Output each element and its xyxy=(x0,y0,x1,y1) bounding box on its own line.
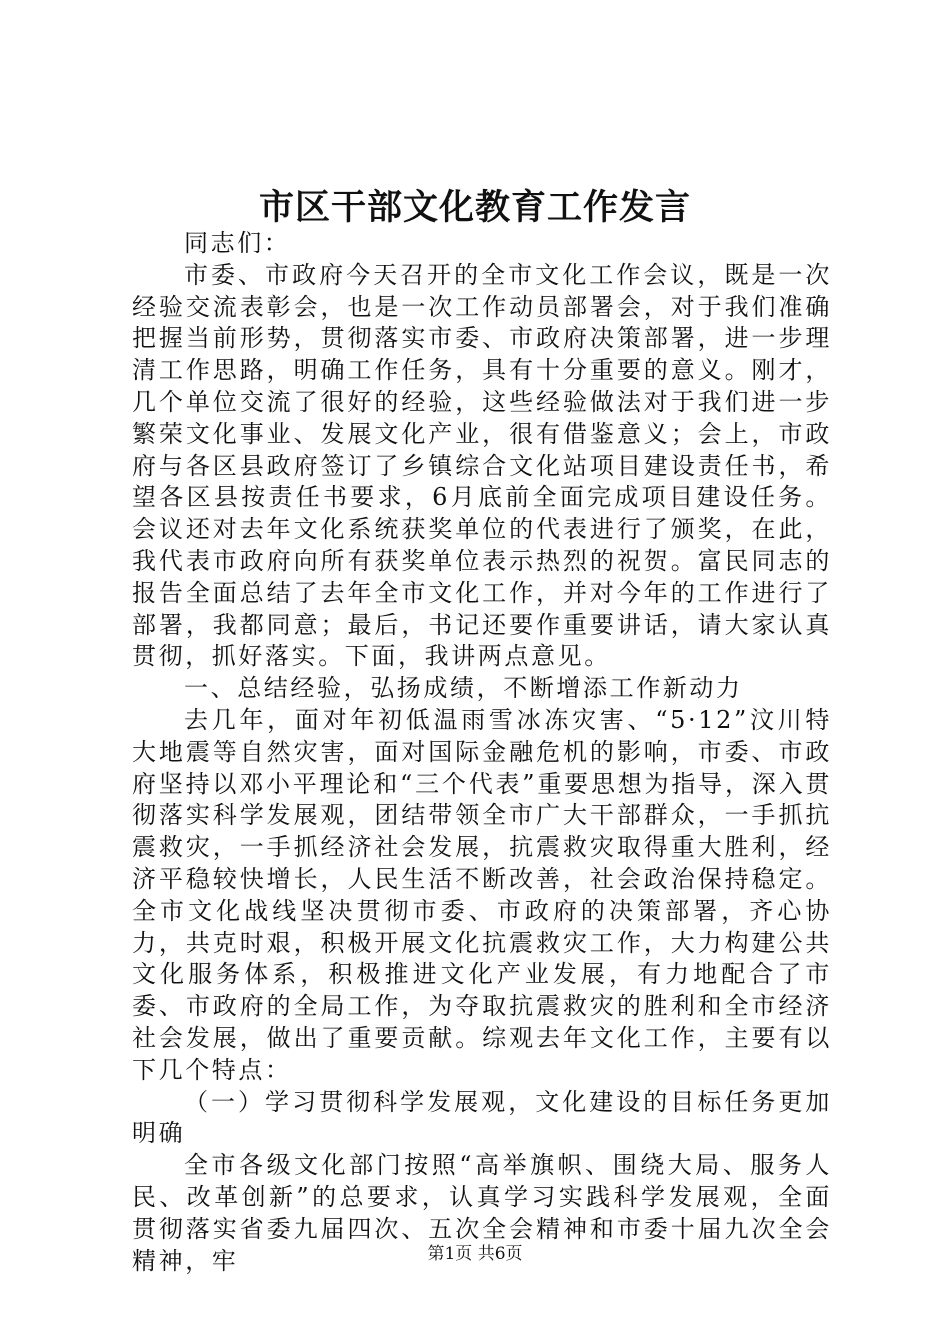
paragraph-opening: 市委、市政府今天召开的全市文化工作会议，既是一次经验交流表彰会，也是一次工作动员部署会，对于我们准确把握当前形势，贯彻落实市委、市政府决策部署，进一步理清工作思路，明确工作任务，具有十分重要的意义。刚才，几个单位交流了很好的经验，这些经验做法对于我们进一步繁荣文化事业、发展文化产业，很有借鉴意义；会上，市政府与各区县政府签订了乡镇综合文化站项目建设责任书，希望各区县按责任书要求，6月底前全面完成项目建设任务。会议还对去年文化系统获奖单位的代表进行了颁奖，在此，我代表市政府向所有获奖单位表示热烈的祝贺。富民同志的报告全面总结了去年全市文化工作，并对今年的工作进行了部署，我都同意；最后，书记还要作重要讲话，请大家认真贯彻，抓好落实。下面，我讲两点意见。 xyxy=(132,260,832,671)
page-footer: 第1页 共6页 xyxy=(427,1244,523,1264)
paragraph-review: 去几年，面对年初低温雨雪冰冻灾害、“5·12”汶川特大地震等自然灾害，面对国际金融危机的影响，市委、市政府坚持以邓小平理论和“三个代表”重要思想为指导，深入贯彻落实科学发展观，团结带领全市广大干部群众，一手抓抗震救灾，一手抓经济社会发展，抗震救灾取得重大胜利，经济平稳较快增长，人民生活不断改善，社会政治保持稳定。全市文化战线坚决贯彻市委、市政府的决策部署，齐心协力，共克时艰，积极开展文化抗震救灾工作，大力构建公共文化服务体系，积极推进文化产业发展，有力地配合了市委、市政府的全局工作，为夺取抗震救灾的胜利和全市经济社会发展，做出了重要贡献。综观去年文化工作，主要有以下几个特点： xyxy=(132,705,832,1084)
document-body xyxy=(132,228,832,1277)
document-title: 市区干部文化教育工作发言 xyxy=(258,187,691,228)
subsection-heading-1: （一）学习贯彻科学发展观，文化建设的目标任务更加明确 xyxy=(132,1087,832,1148)
salutation: 同志们： xyxy=(184,229,291,257)
section-heading-1: 一、总结经验，弘扬成绩，不断增添工作新动力 xyxy=(184,674,743,703)
paragraph-subsection-1: 全市各级文化部门按照“高举旗帜、围绕大局、服务人民、改革创新”的总要求，认真学习实践科学发展观，全面贯彻落实省委九届四次、五次全会精神和市委十届九次全会精神，牢 xyxy=(132,1151,832,1275)
